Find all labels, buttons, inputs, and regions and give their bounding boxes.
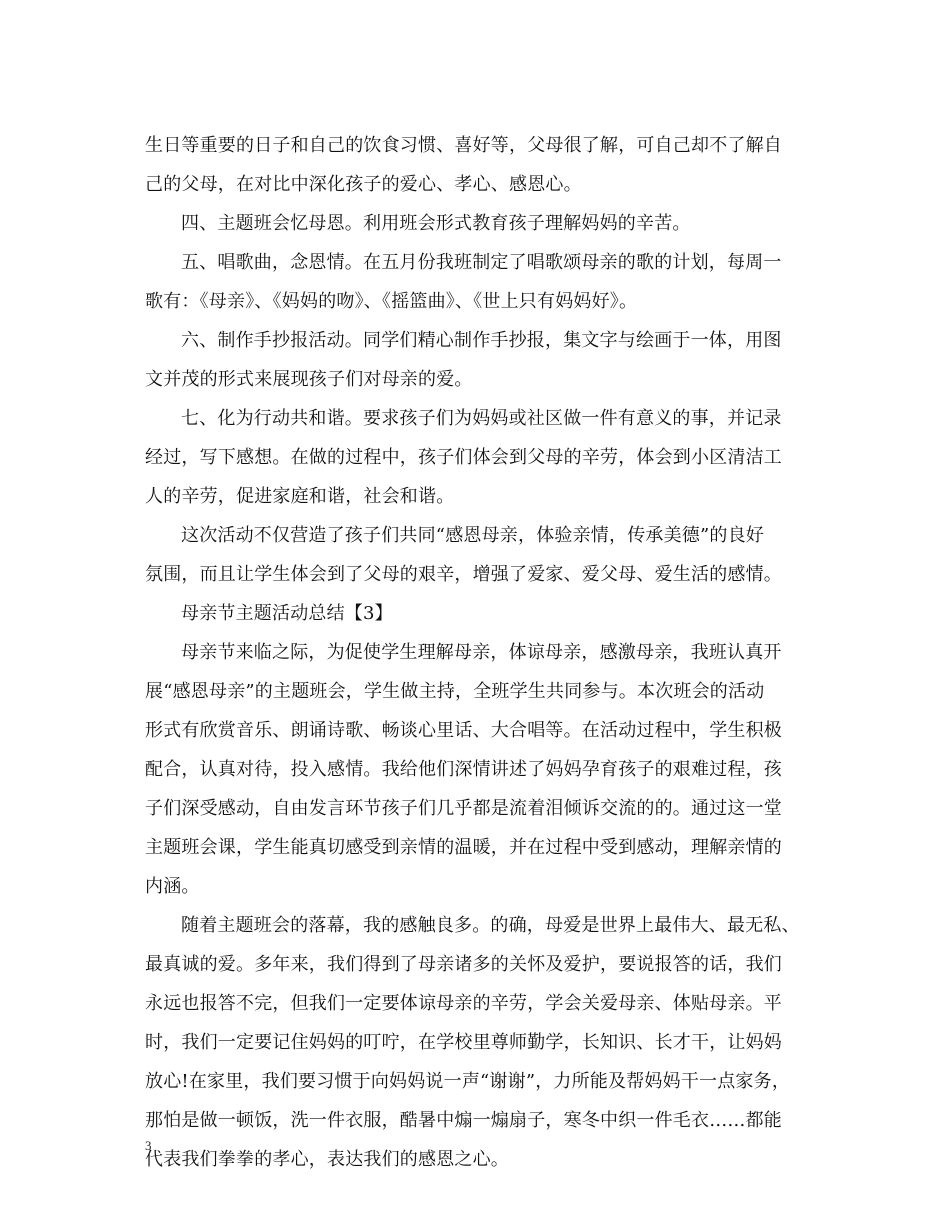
text-line: 己的父母，在对比中深化孩子的爱心、孝心、感恩心。 bbox=[145, 174, 582, 195]
text-line: 随着主题班会的落幕，我的感触良多。的确，母爱是世界上最伟大、最无私、 bbox=[181, 915, 800, 936]
text-line: 六、制作手抄报活动。同学们精心制作手抄报，集文字与绘画于一体，用图 bbox=[181, 330, 782, 351]
text-line: 四、主题班会忆母恩。利用班会形式教育孩子理解妈妈的辛苦。 bbox=[181, 213, 691, 234]
text-line: 五、唱歌曲，念恩情。在五月份我班制定了唱歌颂母亲的歌的计划，每周一 bbox=[181, 252, 782, 273]
text-line: 那怕是做一顿饭，洗一件衣服，酷暑中煽一煽扇子，寒冬中织一件毛衣……都能 bbox=[145, 1110, 782, 1131]
text-line: 人的辛劳，促进家庭和谐，社会和谐。 bbox=[145, 486, 455, 507]
body-text bbox=[145, 126, 805, 1179]
text-line: 展“感恩母亲”的主题班会，学生做主持，全班学生共同参与。本次班会的活动 bbox=[145, 681, 765, 702]
text-line: 氛围，而且让学生体会到了父母的艰辛，增强了爱家、爱父母、爱生活的感情。 bbox=[145, 564, 782, 585]
text-line: 文并茂的形式来展现孩子们对母亲的爱。 bbox=[145, 369, 473, 390]
text-line: 内涵。 bbox=[145, 876, 200, 897]
text-line: 经过，写下感想。在做的过程中，孩子们体会到父母的辛劳，体会到小区清洁工 bbox=[145, 447, 782, 468]
text-line: 生日等重要的日子和自己的饮食习惯、喜好等，父母很了解，可自己却不了解自 bbox=[145, 135, 782, 156]
text-line: 放心!在家里，我们要习惯于向妈妈说一声“谢谢”，力所能及帮妈妈干一点家务， bbox=[145, 1071, 791, 1092]
text-line: 永远也报答不完，但我们一定要体谅母亲的辛劳，学会关爱母亲、体贴母亲。平 bbox=[145, 993, 782, 1014]
text-line: 子们深受感动，自由发言环节孩子们几乎都是流着泪倾诉交流的的。通过这一堂 bbox=[145, 798, 782, 819]
text-line: 时，我们一定要记住妈妈的叮咛，在学校里尊师勤学，长知识、长才干，让妈妈 bbox=[145, 1032, 782, 1053]
text-line: 形式有欣赏音乐、朗诵诗歌、畅谈心里话、大合唱等。在活动过程中，学生积极 bbox=[145, 720, 782, 741]
text-line: 代表我们拳拳的孝心，表达我们的感恩之心。 bbox=[145, 1149, 509, 1170]
text-line: 七、化为行动共和谐。要求孩子们为妈妈或社区做一件有意义的事，并记录 bbox=[181, 408, 782, 429]
section-heading: 母亲节主题活动总结【3】 bbox=[181, 603, 393, 624]
text-line: 主题班会课，学生能真切感受到亲情的温暖，并在过程中受到感动，理解亲情的 bbox=[145, 837, 782, 858]
text-line: 母亲节来临之际，为促使学生理解母亲，体谅母亲，感激母亲，我班认真开 bbox=[181, 642, 782, 663]
text-line: 歌有：《母亲》、《妈妈的吻》、《摇篮曲》、《世上只有妈妈好》。 bbox=[145, 291, 638, 312]
page-number: 3 bbox=[145, 1138, 152, 1153]
text-line: 配合，认真对待，投入感情。我给他们深情讲述了妈妈孕育孩子的艰难过程，孩 bbox=[145, 759, 782, 780]
text-line: 这次活动不仅营造了孩子们共同“感恩母亲，体验亲情，传承美德”的良好 bbox=[181, 525, 765, 546]
text-line: 最真诚的爱。多年来，我们得到了母亲诸多的关怀及爱护，要说报答的话，我们 bbox=[145, 954, 782, 975]
